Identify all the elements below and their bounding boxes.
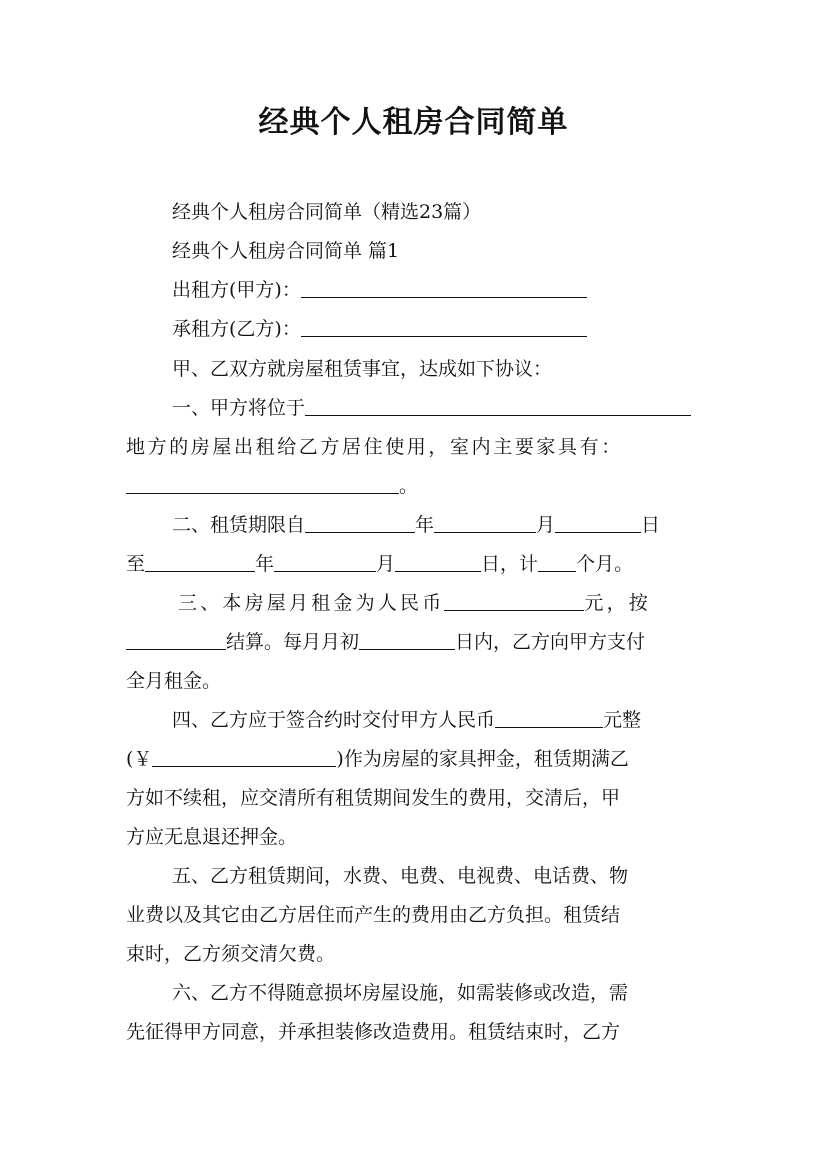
clause-6-text: 六、乙方不得随意损坏房屋设施，如需装修或改造，需 bbox=[172, 982, 629, 1004]
agreement-intro-text: 甲、乙双方就房屋租赁事宜，达成如下协议： bbox=[172, 358, 553, 380]
clause-5-text: 五、乙方租赁期间，水费、电费、电视费、电话费、物 bbox=[172, 865, 629, 887]
start-day-blank[interactable] bbox=[555, 514, 641, 533]
clause-4-text-5: 方应无息退还押金。 bbox=[126, 826, 298, 848]
months-count-blank[interactable] bbox=[538, 553, 576, 572]
month-label: 月 bbox=[376, 553, 396, 575]
clause-3-text-3: 结算。每月月初 bbox=[226, 631, 360, 653]
end-year-blank[interactable] bbox=[145, 553, 255, 572]
clause-3-text: 三、本房屋月租金为人民币 bbox=[178, 592, 445, 614]
clause-4-text: 四、乙方应于签合约时交付甲方人民币 bbox=[172, 709, 496, 731]
clause-3-text-4: 日内，乙方向甲方支付 bbox=[455, 631, 646, 653]
to-label: 至 bbox=[126, 553, 146, 575]
year-label: 年 bbox=[415, 514, 435, 536]
day-total-label: 日，计 bbox=[481, 553, 539, 575]
months-label: 个月。 bbox=[576, 553, 634, 575]
lessor-line bbox=[0, 277, 827, 303]
deposit-amount-blank[interactable] bbox=[495, 709, 603, 728]
day-label: 日 bbox=[641, 514, 661, 536]
start-month-blank[interactable] bbox=[434, 514, 536, 533]
clause-2-line-2 bbox=[0, 551, 827, 577]
clause-2-line-1 bbox=[0, 512, 827, 538]
clause-2-text: 二、租赁期限自 bbox=[172, 514, 306, 536]
clause-1-line-3 bbox=[0, 473, 827, 499]
clause-5-line-1 bbox=[0, 863, 827, 889]
clause-4-text-3: )作为房屋的家具押金，租赁期满乙 bbox=[336, 748, 629, 770]
document-title: 经典个人租房合同简单 bbox=[258, 105, 569, 140]
clause-4-line-2 bbox=[0, 746, 827, 772]
end-month-blank[interactable] bbox=[274, 553, 376, 572]
rent-amount-blank[interactable] bbox=[444, 592, 584, 611]
clause-6-line-2 bbox=[0, 1019, 827, 1045]
deposit-figure-blank[interactable] bbox=[152, 748, 336, 767]
period-mark: 。 bbox=[399, 475, 419, 497]
clause-5-text-2: 业费以及其它由乙方居住而产生的费用由乙方负担。租赁结 bbox=[126, 904, 621, 926]
furniture-blank[interactable] bbox=[126, 475, 399, 494]
clause-1-line-2 bbox=[0, 434, 827, 460]
start-year-blank[interactable] bbox=[305, 514, 415, 533]
lessor-label: 出租方(甲方)： bbox=[172, 279, 301, 301]
clause-1-text-2: 地方的房屋出租给乙方居住使用，室内主要家具有： bbox=[126, 436, 623, 458]
clause-6-line-1 bbox=[0, 980, 827, 1006]
lessor-blank[interactable] bbox=[301, 279, 587, 298]
lessee-label: 承租方(乙方)： bbox=[172, 318, 301, 340]
location-blank[interactable] bbox=[305, 397, 691, 416]
clause-6-text-2: 先征得甲方同意，并承担装修改造费用。租赁结束时，乙方 bbox=[126, 1021, 621, 1043]
clause-5-line-3 bbox=[0, 941, 827, 967]
paragraph-subtitle bbox=[0, 199, 827, 225]
section-heading-text: 经典个人租房合同简单 篇1 bbox=[172, 240, 400, 262]
clause-3-line-1 bbox=[0, 590, 827, 616]
clause-3-text-5: 全月租金。 bbox=[126, 670, 222, 692]
clause-1-text: 一、甲方将位于 bbox=[172, 397, 306, 419]
paragraph-section-heading bbox=[0, 238, 827, 264]
currency-open: (￥ bbox=[126, 748, 153, 770]
clause-4-line-3 bbox=[0, 785, 827, 811]
clause-4-line-4 bbox=[0, 824, 827, 850]
clause-1-line-1 bbox=[0, 395, 827, 421]
clause-3-line-3 bbox=[0, 668, 827, 694]
clause-5-line-2 bbox=[0, 902, 827, 928]
year-label: 年 bbox=[255, 553, 275, 575]
settlement-method-blank[interactable] bbox=[126, 631, 226, 650]
lessee-blank[interactable] bbox=[301, 318, 587, 337]
end-day-blank[interactable] bbox=[395, 553, 481, 572]
clause-4-text-2: 元整 bbox=[603, 709, 642, 731]
subtitle-text: 经典个人租房合同简单（精选23篇） bbox=[172, 201, 482, 223]
clause-5-text-3: 束时，乙方须交清欠费。 bbox=[126, 943, 336, 965]
month-label: 月 bbox=[536, 514, 556, 536]
clause-4-text-4: 方如不续租，应交清所有租赁期间发生的费用，交清后，甲 bbox=[126, 787, 621, 809]
lessee-line bbox=[0, 316, 827, 342]
clause-3-text-2: 元，按 bbox=[584, 592, 652, 614]
payment-day-blank[interactable] bbox=[359, 631, 455, 650]
agreement-intro bbox=[0, 356, 827, 382]
clause-4-line-1 bbox=[0, 707, 827, 733]
clause-3-line-2 bbox=[0, 629, 827, 655]
